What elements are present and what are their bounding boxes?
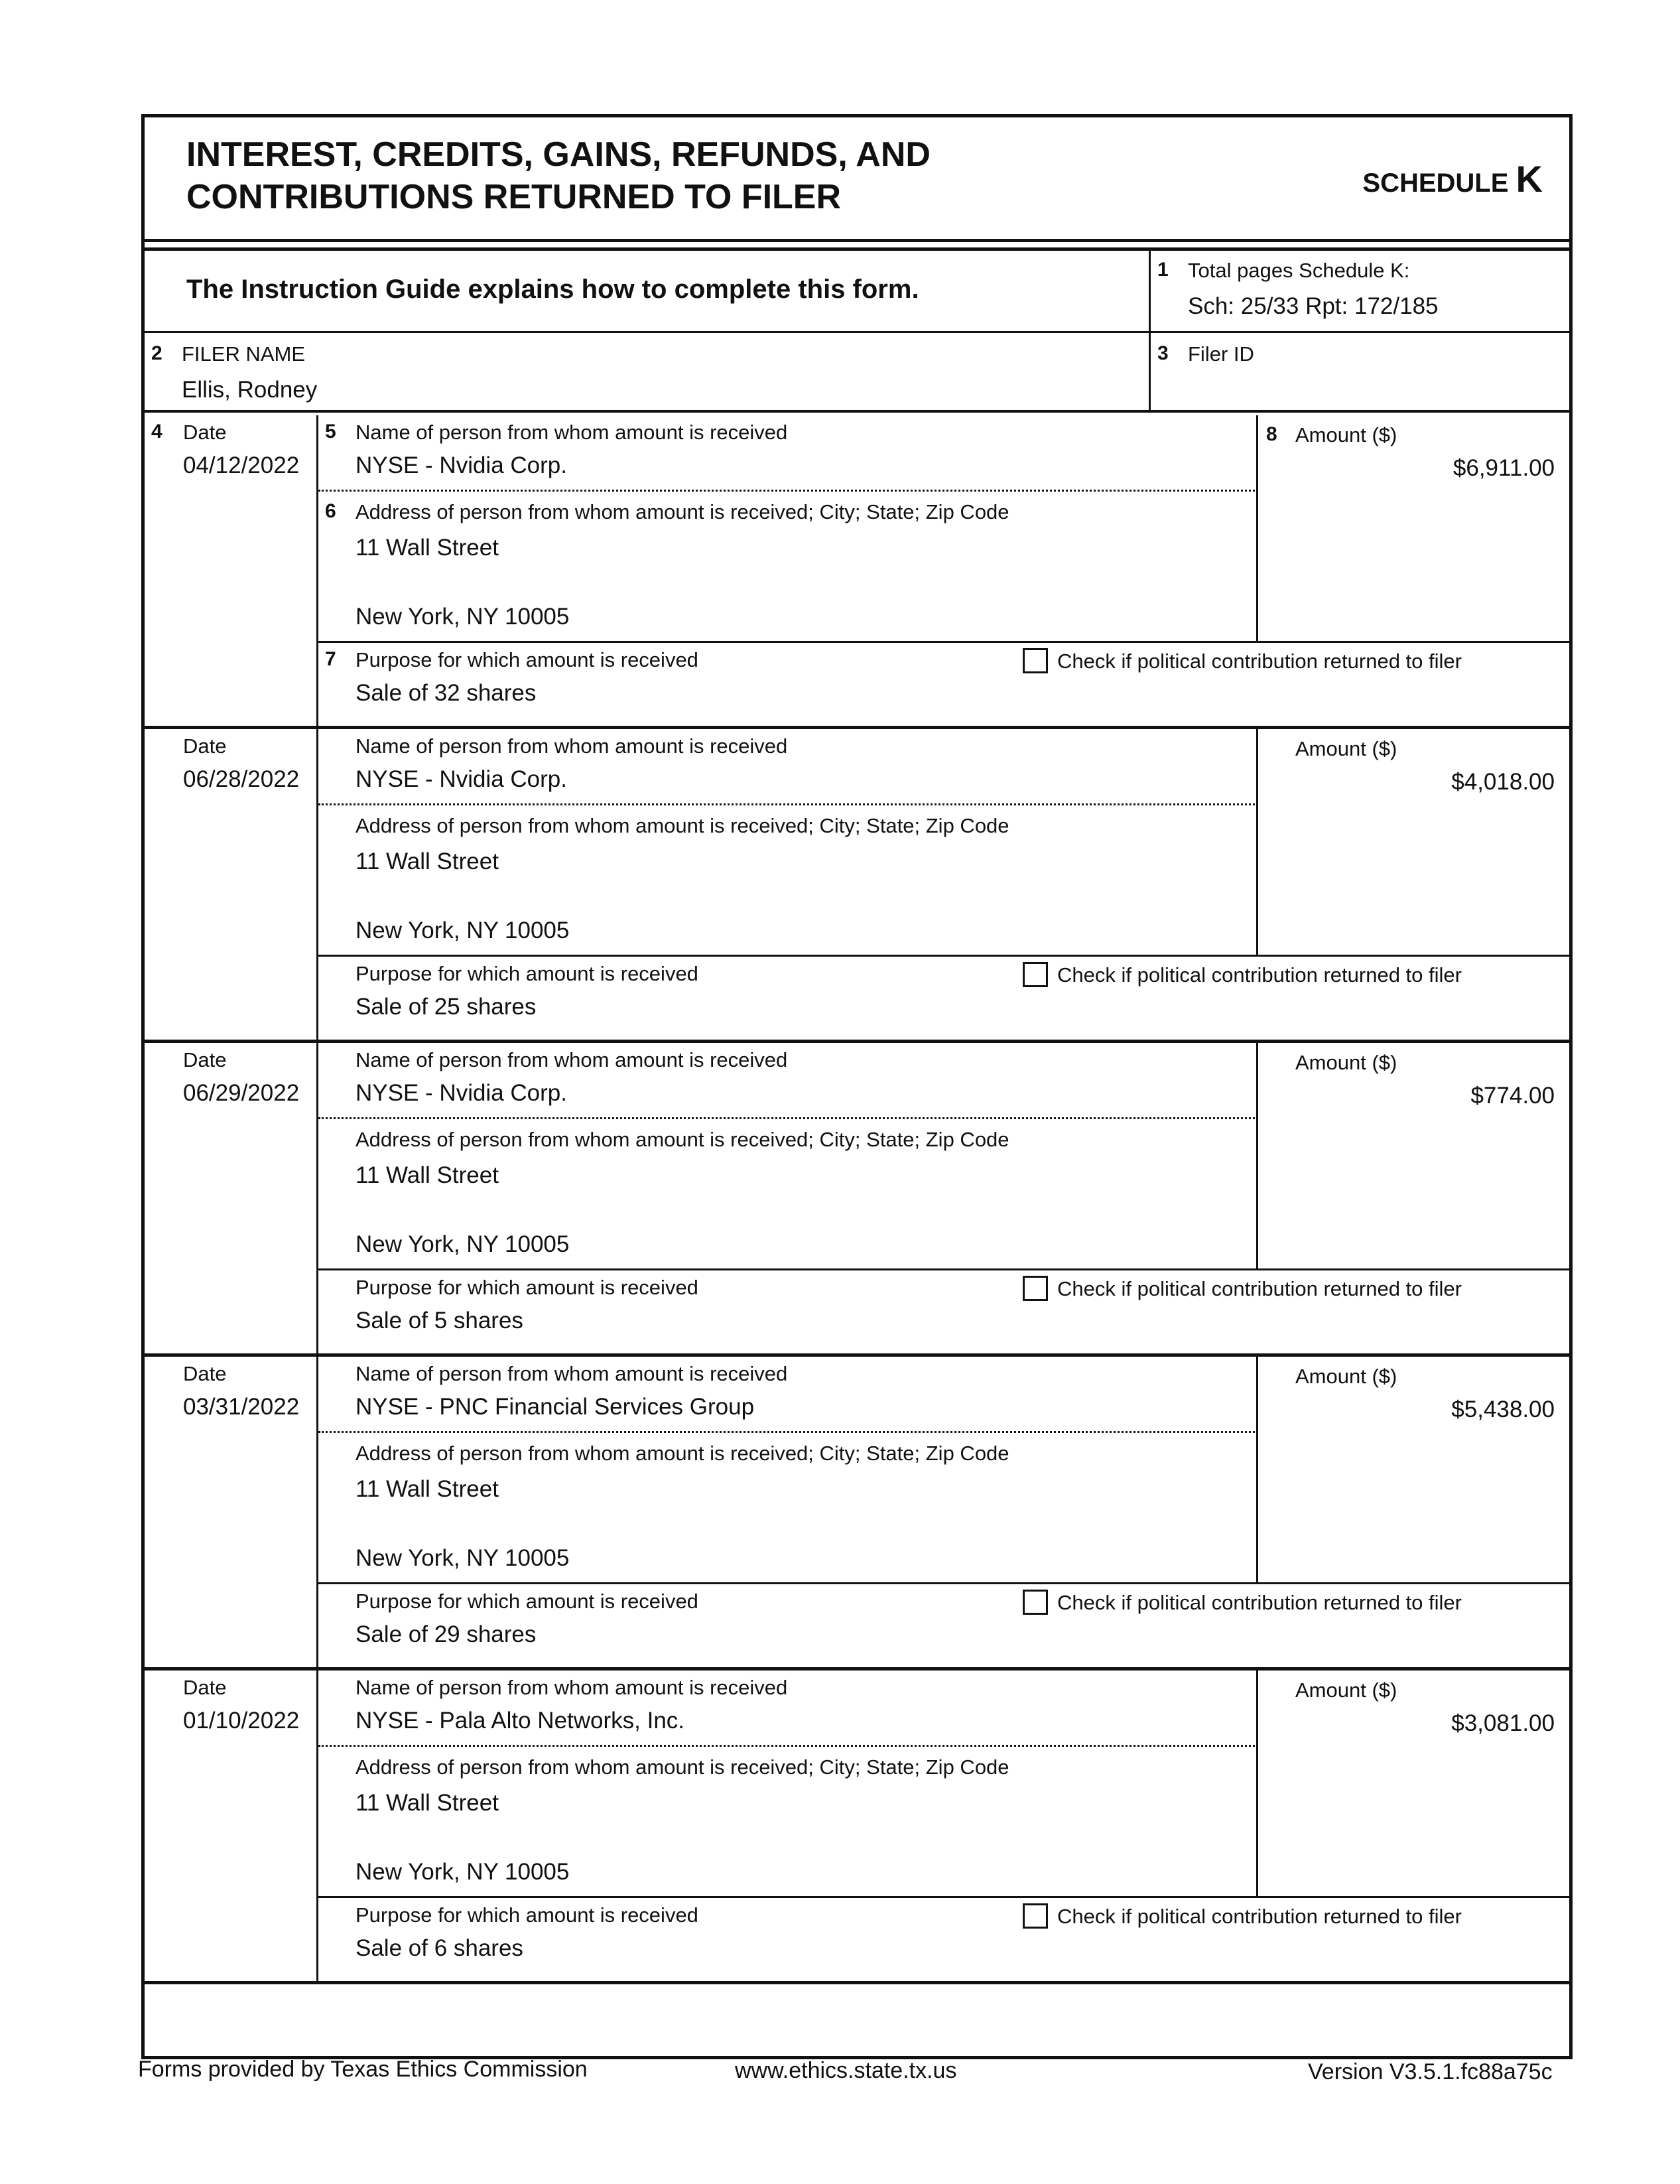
schedule-letter: K xyxy=(1516,158,1543,200)
political-contribution-checkbox[interactable] xyxy=(1023,648,1048,673)
filer-row xyxy=(145,333,1569,413)
field-number: 7 xyxy=(325,648,336,670)
address-line1: 11 Wall Street xyxy=(355,1790,499,1816)
field-number: 6 xyxy=(325,500,336,522)
address-label: Address of person from whom amount is received; City; State; Zip Code xyxy=(355,1755,1009,1779)
address-label: Address of person from whom amount is received; City; State; Zip Code xyxy=(355,1128,1009,1151)
form-header xyxy=(145,117,1569,242)
address-line1: 11 Wall Street xyxy=(355,535,499,561)
date-value: 04/12/2022 xyxy=(183,452,300,478)
address-line1: 11 Wall Street xyxy=(355,1162,499,1188)
payer-name-value: NYSE - Nvidia Corp. xyxy=(355,452,567,478)
filer-name-value: Ellis, Rodney xyxy=(182,377,318,403)
amount-cell xyxy=(1258,1043,1569,1268)
amount-label: Amount ($) xyxy=(1295,1051,1397,1074)
total-pages-value: Sch: 25/33 Rpt: 172/185 xyxy=(1188,293,1439,319)
purpose-cell xyxy=(318,1582,1569,1667)
address-line1: 11 Wall Street xyxy=(355,849,499,874)
amount-cell xyxy=(1258,1671,1569,1896)
date-label: Date xyxy=(183,421,227,444)
amount-value: $3,081.00 xyxy=(1451,1710,1555,1736)
filer-id-label: Filer ID xyxy=(1188,342,1254,366)
date-label: Date xyxy=(183,1048,227,1071)
date-value: 01/10/2022 xyxy=(183,1708,300,1734)
amount-value: $774.00 xyxy=(1470,1083,1555,1109)
entry-block xyxy=(145,1671,1569,1984)
address-line2: New York, NY 10005 xyxy=(355,1231,570,1257)
entry-block xyxy=(145,1357,1569,1671)
date-label: Date xyxy=(183,734,227,758)
purpose-cell xyxy=(318,641,1569,726)
filer-name-label: FILER NAME xyxy=(182,342,306,366)
address-line2: New York, NY 10005 xyxy=(355,604,570,630)
purpose-value: Sale of 29 shares xyxy=(355,1621,537,1647)
date-value: 03/31/2022 xyxy=(183,1394,300,1420)
checkbox-label: Check if political contribution returned to filer xyxy=(1057,963,1462,987)
date-cell xyxy=(145,1671,318,1981)
purpose-label: Purpose for which amount is received xyxy=(355,1590,698,1613)
date-value: 06/28/2022 xyxy=(183,766,300,792)
date-label: Date xyxy=(183,1676,227,1699)
address-line1: 11 Wall Street xyxy=(355,1476,499,1502)
purpose-value: Sale of 5 shares xyxy=(355,1308,523,1333)
payer-cell xyxy=(318,1671,1258,1896)
dotted-divider xyxy=(318,803,1258,805)
instruction-row xyxy=(145,251,1569,333)
field-number: 5 xyxy=(325,421,336,443)
purpose-value: Sale of 25 shares xyxy=(355,994,537,1020)
entry-separator xyxy=(145,1040,1569,1042)
field-number: 8 xyxy=(1266,423,1277,445)
amount-label: Amount ($) xyxy=(1295,1365,1397,1388)
purpose-label: Purpose for which amount is received xyxy=(355,962,698,985)
total-pages-label: Total pages Schedule K: xyxy=(1188,259,1410,282)
filer-id-field xyxy=(1149,333,1569,413)
political-contribution-checkbox[interactable] xyxy=(1023,1903,1048,1929)
purpose-value: Sale of 32 shares xyxy=(355,680,537,706)
field-number: 3 xyxy=(1157,342,1169,364)
entry-block xyxy=(145,1043,1569,1357)
blank-area xyxy=(145,1967,1569,2056)
dotted-divider xyxy=(318,1745,1258,1747)
amount-cell xyxy=(1258,1357,1569,1582)
schedule-word: SCHEDULE xyxy=(1362,169,1509,198)
purpose-label: Purpose for which amount is received xyxy=(355,648,698,671)
entry-block xyxy=(145,415,1569,729)
purpose-cell xyxy=(318,1268,1569,1353)
checkbox-label: Check if political contribution returned to filer xyxy=(1057,1591,1462,1614)
political-contribution-checkbox[interactable] xyxy=(1023,1276,1048,1301)
schedule-label xyxy=(1362,157,1543,200)
field-number: 2 xyxy=(151,342,162,364)
address-label: Address of person from whom amount is received; City; State; Zip Code xyxy=(355,814,1009,837)
date-cell xyxy=(145,729,318,1040)
footer-center: www.ethics.state.tx.us xyxy=(735,2058,957,2083)
footer-left: Forms provided by Texas Ethics Commission xyxy=(138,2057,588,2082)
date-cell xyxy=(145,1043,318,1353)
date-cell xyxy=(145,415,318,726)
payer-name-label: Name of person from whom amount is received xyxy=(355,1362,788,1385)
payer-name-label: Name of person from whom amount is received xyxy=(355,1048,788,1071)
payer-name-label: Name of person from whom amount is received xyxy=(355,421,788,444)
payer-cell xyxy=(318,1357,1258,1582)
amount-label: Amount ($) xyxy=(1295,737,1397,760)
date-cell xyxy=(145,1357,318,1667)
amount-cell xyxy=(1258,729,1569,955)
dotted-divider xyxy=(318,1117,1258,1119)
entry-separator xyxy=(145,1667,1569,1670)
schedule-k-form xyxy=(141,114,1573,2059)
payer-name-label: Name of person from whom amount is received xyxy=(355,1676,788,1699)
field-number: 4 xyxy=(151,421,162,443)
date-value: 06/29/2022 xyxy=(183,1080,300,1106)
entry-separator xyxy=(145,726,1569,728)
checkbox-label: Check if political contribution returned to filer xyxy=(1057,649,1462,673)
field-number: 1 xyxy=(1157,259,1169,281)
political-contribution-checkbox[interactable] xyxy=(1023,1590,1048,1615)
political-contribution-checkbox[interactable] xyxy=(1023,962,1048,987)
entry-block xyxy=(145,729,1569,1043)
amount-value: $5,438.00 xyxy=(1451,1397,1555,1422)
payer-name-value: NYSE - PNC Financial Services Group xyxy=(355,1394,755,1420)
amount-label: Amount ($) xyxy=(1295,1678,1397,1702)
payer-name-label: Name of person from whom amount is received xyxy=(355,734,788,758)
checkbox-label: Check if political contribution returned to filer xyxy=(1057,1277,1462,1300)
purpose-label: Purpose for which amount is received xyxy=(355,1276,698,1299)
form-title xyxy=(186,133,931,218)
form-title-line1: INTEREST, CREDITS, GAINS, REFUNDS, AND xyxy=(186,135,931,174)
purpose-label: Purpose for which amount is received xyxy=(355,1903,698,1927)
form-title-line2: CONTRIBUTIONS RETURNED TO FILER xyxy=(186,178,842,216)
total-pages-field xyxy=(1149,251,1569,333)
purpose-cell xyxy=(318,955,1569,1040)
date-label: Date xyxy=(183,1362,227,1385)
footer-right: Version V3.5.1.fc88a75c xyxy=(1308,2059,1553,2084)
dotted-divider xyxy=(318,490,1258,492)
amount-value: $6,911.00 xyxy=(1453,455,1555,481)
payer-cell xyxy=(318,415,1258,641)
payer-name-value: NYSE - Pala Alto Networks, Inc. xyxy=(355,1708,685,1734)
payer-name-value: NYSE - Nvidia Corp. xyxy=(355,1080,567,1106)
address-line2: New York, NY 10005 xyxy=(355,918,570,943)
payer-cell xyxy=(318,729,1258,955)
address-line2: New York, NY 10005 xyxy=(355,1859,570,1885)
purpose-value: Sale of 6 shares xyxy=(355,1935,523,1961)
entry-separator xyxy=(145,1353,1569,1356)
amount-value: $4,018.00 xyxy=(1451,769,1555,795)
amount-label: Amount ($) xyxy=(1295,423,1397,446)
address-label: Address of person from whom amount is received; City; State; Zip Code xyxy=(355,1442,1009,1465)
checkbox-label: Check if political contribution returned to filer xyxy=(1057,1905,1462,1928)
payer-name-value: NYSE - Nvidia Corp. xyxy=(355,766,567,792)
amount-cell xyxy=(1258,415,1569,641)
instruction-text: The Instruction Guide explains how to complete this form. xyxy=(186,275,919,304)
address-line2: New York, NY 10005 xyxy=(355,1545,570,1571)
dotted-divider xyxy=(318,1431,1258,1433)
payer-cell xyxy=(318,1043,1258,1268)
address-label: Address of person from whom amount is received; City; State; Zip Code xyxy=(355,500,1009,523)
